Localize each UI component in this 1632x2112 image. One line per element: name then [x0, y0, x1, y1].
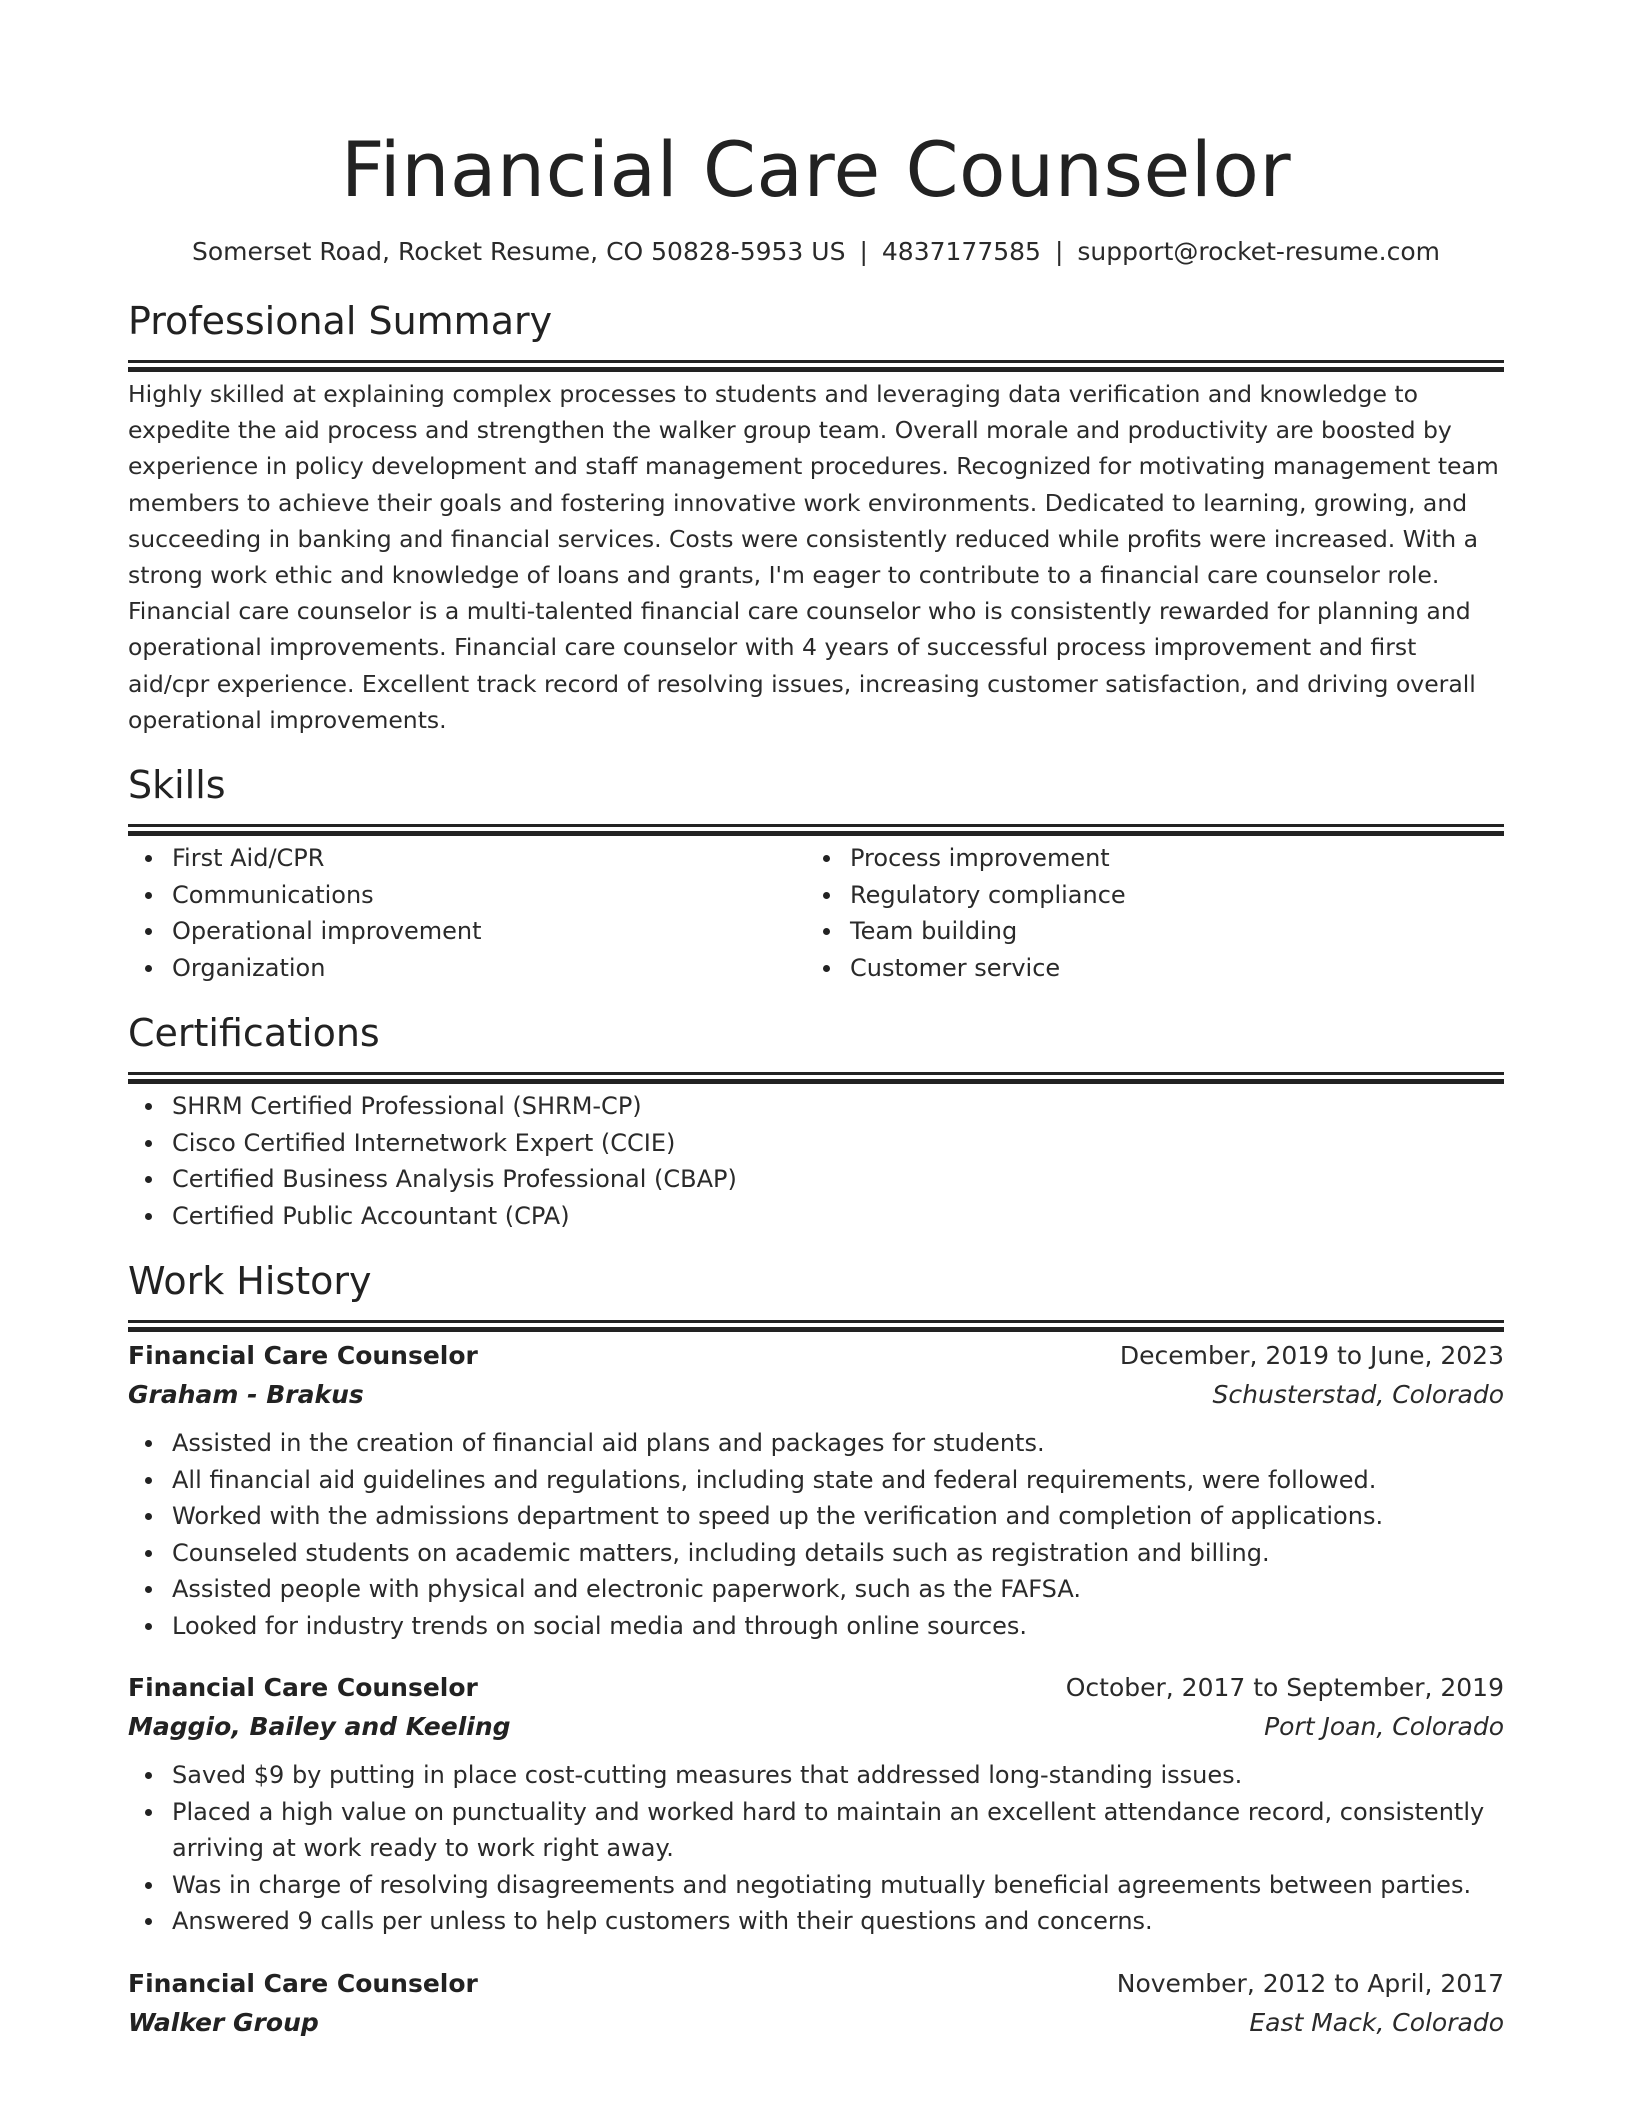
list-item: Organization: [172, 950, 806, 987]
skills-column-left: [128, 840, 806, 986]
job-header-row: [128, 1668, 1504, 1707]
job-location: Port Joan, Colorado: [1264, 1712, 1504, 1742]
list-item: Cisco Certified Internetwork Expert (CCIE): [172, 1125, 1504, 1162]
list-item: Placed a high value on punctuality and worked hard to maintain an excellent attendance record, consistently arriving at work ready to work right away.: [172, 1794, 1504, 1867]
list-item: Counseled students on academic matters, including details such as registration and billing.: [172, 1535, 1504, 1572]
list-item: Customer service: [850, 950, 1484, 987]
job-dates: November, 2012 to April, 2017: [1116, 1968, 1504, 1998]
section-divider: [128, 360, 1504, 363]
list-item: First Aid/CPR: [172, 840, 806, 877]
list-item: Was in charge of resolving disagreements and negotiating mutually beneficial agreements between parties.: [172, 1867, 1504, 1904]
job-location: East Mack, Colorado: [1249, 2007, 1504, 2037]
job-location: Schusterstad, Colorado: [1212, 1380, 1504, 1410]
list-item: All financial aid guidelines and regulations, including state and federal requirements, were followed.: [172, 1462, 1504, 1499]
job-company-row: [128, 1707, 1504, 1746]
contact-line: [128, 234, 1504, 270]
job-header-row: [128, 1964, 1504, 2003]
list-item: Looked for industry trends on social media and through online sources.: [172, 1608, 1504, 1645]
list-item: Answered 9 calls per unless to help customers with their questions and concerns.: [172, 1903, 1504, 1940]
list-item: Worked with the admissions department to speed up the verification and completion of applications.: [172, 1498, 1504, 1535]
job-dates: December, 2019 to June, 2023: [1119, 1341, 1504, 1371]
list-item: Certified Public Accountant (CPA): [172, 1198, 1504, 1235]
job-entry: [128, 1336, 1504, 1644]
section-divider: [128, 1320, 1504, 1323]
job-header-row: [128, 1336, 1504, 1375]
job-company-row: [128, 2003, 1504, 2042]
work-history-section: [128, 1256, 1504, 2042]
list-item: Saved $9 by putting in place cost-cutting measures that addressed long-standing issues.: [172, 1757, 1504, 1794]
job-title: Financial Care Counselor: [128, 1673, 478, 1703]
list-item: Regulatory compliance: [850, 877, 1484, 914]
list-item: Team building: [850, 913, 1484, 950]
section-title-skills: Skills: [128, 763, 226, 808]
job-company: Maggio, Bailey and Keeling: [128, 1712, 511, 1742]
job-entry: [128, 1668, 1504, 1940]
list-item: Communications: [172, 877, 806, 914]
contact-separator: |: [859, 237, 868, 266]
contact-address: Somerset Road, Rocket Resume, CO 50828-5953 US: [191, 237, 846, 266]
section-divider: [128, 824, 1504, 827]
list-item: Assisted people with physical and electronic paperwork, such as the FAFSA.: [172, 1571, 1504, 1608]
list-item: Certified Business Analysis Professional (CBAP): [172, 1161, 1504, 1198]
job-company: Walker Group: [128, 2007, 319, 2037]
list-item: SHRM Certified Professional (SHRM-CP): [172, 1088, 1504, 1125]
skills-list-left: [128, 840, 806, 986]
job-list: [128, 1336, 1504, 2042]
certifications-section: [128, 1008, 1504, 1234]
job-company: Graham - Brakus: [128, 1380, 364, 1410]
section-divider: [128, 1072, 1504, 1075]
job-bullets: [128, 1425, 1504, 1644]
contact-phone: 4837177585: [881, 237, 1041, 266]
section-title-summary: Professional Summary: [128, 299, 553, 343]
resume-page: [128, 0, 1504, 2112]
skills-list-right: [806, 840, 1484, 986]
list-item: Assisted in the creation of financial aid plans and packages for students.: [172, 1425, 1504, 1462]
job-company-row: [128, 1375, 1504, 1414]
contact-separator: |: [1054, 237, 1064, 266]
section-title-work-history: Work History: [128, 1259, 372, 1304]
list-item: Operational improvement: [172, 913, 806, 950]
section-title-certifications: Certifications: [128, 1011, 380, 1056]
summary-section: [128, 296, 1504, 738]
job-title: Financial Care Counselor: [128, 1341, 478, 1371]
skills-column-right: [806, 840, 1484, 986]
contact-email: support@rocket-resume.com: [1077, 237, 1440, 266]
job-bullets: [128, 1757, 1504, 1940]
skills-grid: [128, 840, 1504, 986]
page-title: Financial Care Counselor: [340, 125, 1292, 214]
certifications-list: [128, 1088, 1504, 1234]
summary-text: Highly skilled at explaining complex processes to students and leveraging data verification and knowledge to expedite the aid process and strengthen the walker group team. Overall morale and productivity are boosted by experience in policy development and staff management procedures. Recognized for motivating management team members to achieve their goals and fostering innovative work environments. Dedicated to learning, growing, and succeeding in banking and financial services. Costs were consistently reduced while profits were increased. With a strong work ethic and knowledge of loans and grants, I'm eager to contribute to a financial care counselor role. Financial care counselor is a multi-talented financial care counselor who is consistently rewarded for planning and operational improvements. Financial care counselor with 4 years of successful process improvement and first aid/cpr experience. Excellent track record of resolving issues, increasing customer satisfaction, and driving overall operational improvements.: [128, 380, 1499, 734]
skills-section: [128, 760, 1504, 986]
list-item: Process improvement: [850, 840, 1484, 877]
job-entry: [128, 1964, 1504, 2042]
job-dates: October, 2017 to September, 2019: [1065, 1673, 1504, 1703]
job-title: Financial Care Counselor: [128, 1968, 478, 1998]
